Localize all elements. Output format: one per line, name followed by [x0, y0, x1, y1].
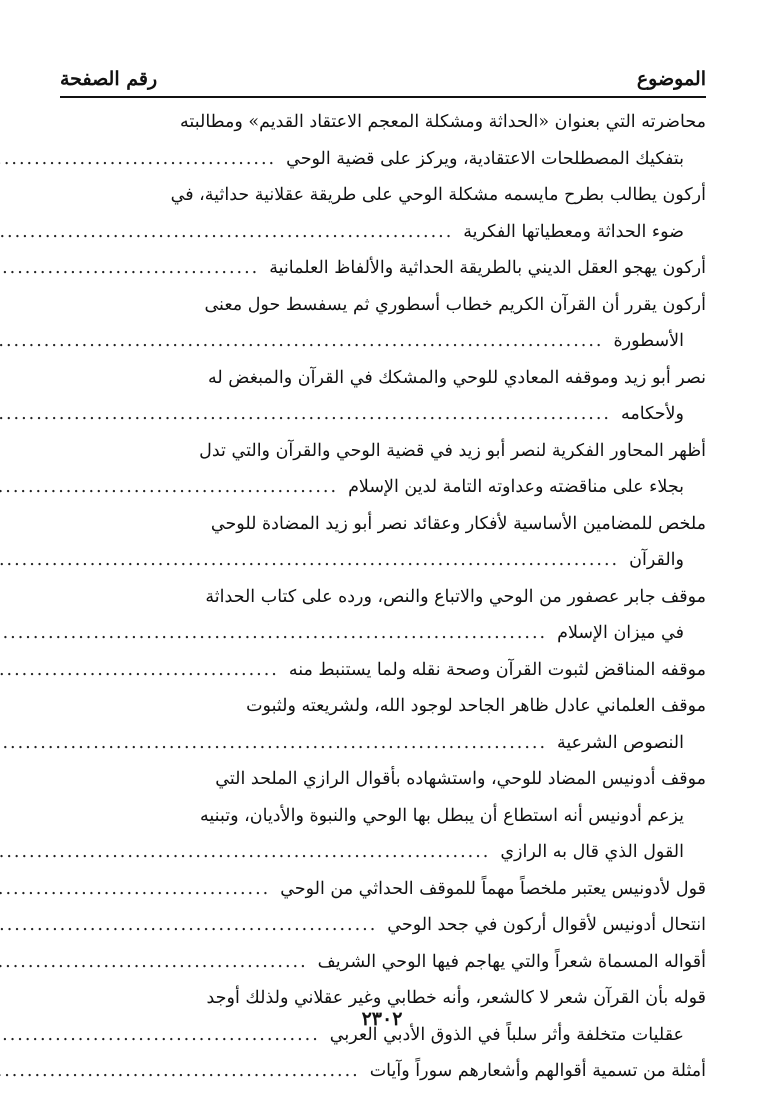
toc-entry-line: [64, 842, 706, 879]
toc-entry-text: قول لأدونيس يعتبر ملخصاً مهماً للموقف الحداثي من الوحي: [280, 878, 706, 899]
toc-entry-text: أمثلة من تسمية أقوالهم وأشعارهم سوراً وآيات: [369, 1061, 706, 1081]
toc-entry-line: [64, 623, 706, 660]
dot-leader: [0, 660, 289, 680]
toc-entry-line: [64, 660, 706, 697]
toc-entry-text: والقرآن: [629, 550, 684, 570]
toc-entry-line: [64, 441, 706, 478]
toc-entry-line: [64, 477, 706, 514]
dot-leader: [0, 952, 318, 972]
toc-entry-line: [64, 806, 706, 843]
page-number-column-label: رقم الصفحة: [60, 68, 158, 90]
dot-leader: [0, 149, 286, 169]
toc-entry-line: [64, 222, 706, 259]
toc-entry-text: أقواله المسماة شعراً والتي يهاجم فيها الوحي الشريف: [317, 951, 706, 972]
toc-entry-line: [64, 587, 706, 624]
toc-entry-text: أركون يطالب بطرح مايسمه مشكلة الوحي على طريقة عقلانية حداثية، في: [170, 185, 706, 205]
dot-leader: [0, 222, 463, 242]
dot-leader: [0, 842, 500, 862]
toc-entry-text: بتفكيك المصطلحات الاعتقادية، ويركز على قضية الوحي: [286, 148, 684, 169]
toc-entry-line: [64, 112, 706, 149]
dot-leader: [0, 404, 621, 424]
toc-entry-text: أظهر المحاور الفكرية لنصر أبو زيد في قضية الوحي والقرآن والتي تدل: [199, 440, 706, 461]
dot-leader: [0, 331, 613, 351]
dot-leader: [0, 550, 629, 570]
dot-leader: [0, 733, 557, 753]
toc-entry-text: في ميزان الإسلام: [557, 623, 684, 643]
toc-entry-line: [64, 514, 706, 551]
page-number: ٢٣٠٢: [361, 1008, 403, 1030]
toc-entry-text: نصر أبو زيد وموقفه المعادي للوحي والمشكك في القرآن والمبغض له: [207, 367, 706, 388]
toc-entry-text: انتحال أدونيس لأقوال أركون في جحد الوحي: [387, 915, 706, 935]
toc-entry-line: [64, 149, 706, 186]
header-divider: [60, 96, 706, 98]
toc-entry-line: [64, 550, 706, 587]
toc-entry-text: قوله بأن القرآن شعر لا كالشعر، وأنه خطابي وغير عقلاني ولذلك أوجد: [206, 988, 706, 1008]
toc-entry-text: أركون يقرر أن القرآن الكريم خطاب أسطوري ثم يسفسط حول معنى: [204, 294, 706, 315]
dot-leader: [0, 915, 387, 935]
toc-entry-line: [64, 915, 706, 952]
dot-leader: [0, 879, 280, 899]
toc-entry-text: موقف العلماني عادل ظاهر الجاحد لوجود الله، ولشريعته ولثبوت: [246, 696, 706, 716]
toc-entry-text: محاضرته التي بعنوان «الحداثة ومشكلة المعجم الاعتقاد القديم» ومطالبته: [180, 112, 706, 132]
toc-entry-text: موقفه المناقض لثبوت القرآن وصحة نقله ولما يستنبط منه: [288, 659, 706, 680]
toc-entry-line: [64, 696, 706, 733]
toc-entry-line: [64, 331, 706, 368]
toc-entry-line: [64, 185, 706, 222]
toc-entry-text: ولأحكامه: [620, 404, 684, 424]
toc-entry-text: موقف أدونيس المضاد للوحي، واستشهاده بأقوال الرازي الملحد التي: [215, 769, 706, 789]
toc-list: [64, 112, 706, 1098]
toc-entry-text: بجلاء على مناقضته وعداوته التامة لدين الإسلام: [348, 477, 684, 497]
toc-entry-text: ملخص للمضامين الأساسية لأفكار وعقائد نصر أبو زيد المضادة للوحي: [210, 513, 706, 534]
dot-leader: [0, 1061, 370, 1081]
toc-entry-line: [64, 733, 706, 770]
toc-entry-line: [64, 258, 706, 295]
toc-entry-text: موقف جابر عصفور من الوحي والاتباع والنص، ورده على كتاب الحداثة: [205, 586, 706, 607]
dot-leader: [0, 258, 269, 278]
toc-entry-line: [64, 952, 706, 989]
toc-entry-line: [64, 295, 706, 332]
toc-entry-line: [64, 368, 706, 405]
toc-entry-line: [64, 879, 706, 916]
toc-entry-text: يزعم أدونيس أنه استطاع أن يبطل بها الوحي والنبوة والأديان، وتبنيه: [200, 805, 684, 826]
dot-leader: [0, 477, 348, 497]
toc-entry-text: ضوء الحداثة ومعطياتها الفكرية: [463, 221, 684, 242]
toc-entry-text: عقليات متخلفة وأثر سلباً في الذوق الأدبي العربي: [329, 1024, 684, 1045]
toc-entry-line: [64, 1061, 706, 1098]
topic-column-label: الموضوع: [636, 68, 706, 90]
toc-entry-text: القول الذي قال به الرازي: [500, 842, 684, 862]
toc-entry-text: النصوص الشرعية: [557, 732, 684, 753]
toc-entry-text: أركون يهجو العقل الديني بالطريقة الحداثية والألفاظ العلمانية: [269, 258, 706, 278]
toc-entry-line: [64, 404, 706, 441]
dot-leader: [0, 623, 557, 643]
toc-header: [60, 64, 706, 94]
toc-entry-line: [64, 769, 706, 806]
toc-entry-text: الأسطورة: [613, 331, 684, 351]
